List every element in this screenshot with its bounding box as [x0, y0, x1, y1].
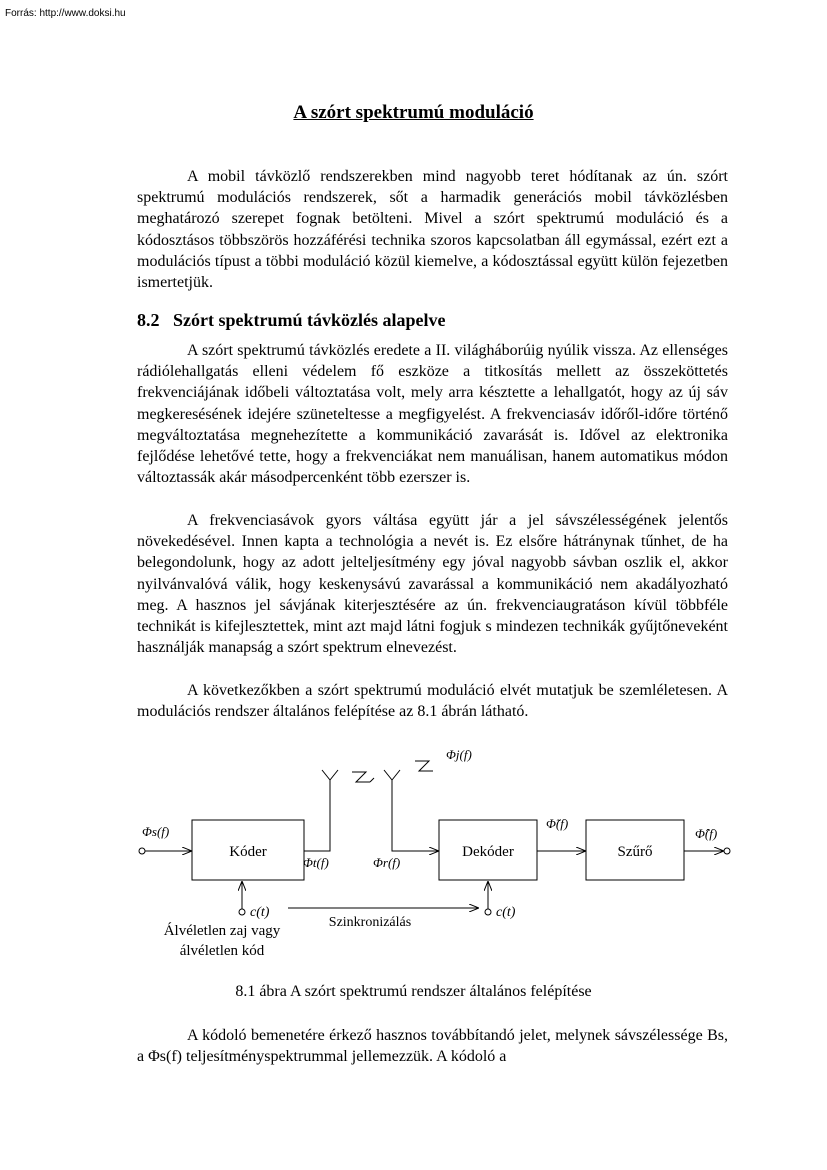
phi-tilde-label: Φ̃(f)	[546, 816, 569, 831]
phi-r-label: Φr(f)	[373, 855, 401, 870]
section-heading	[137, 310, 445, 331]
figure-caption: 8.1 ábra A szórt spektrumú rendszer általános felépítése	[235, 983, 592, 1000]
code-input-right-terminal	[485, 909, 491, 915]
code-input-left-terminal	[239, 909, 245, 915]
page-title: A szórt spektrumú moduláció	[293, 102, 534, 123]
phi-s-label: Φs(f)	[142, 824, 170, 839]
source-note: Forrás: http://www.doksi.hu	[5, 8, 126, 19]
sync-label: Szinkronizálás	[328, 915, 412, 930]
c-right-label: c(t)	[496, 905, 516, 920]
body-paragraph-1: A szórt spektrumú távközlés eredete a II. világháborúig nyúlik vissza. Az ellenséges rádiólehallgatás elleni védelem fő eszköze a titkosítás mellett az összeköttetés frekvenciájának időbeli változtatása volt, mely arra késztette a lehallgatót, hogy az új sáv megkeresésének idejére szüneteltesse a megfigyelést. A frekvenciasáv időről-időre történő megváltoztatása megnehezítette a kommunikáció zavarását is. Idővel az elektronika fejlődése lehetővé tette, hogy a frekvenciákat nem manuálisan, hanem automatikus módon változtassák akár másodpercenként több ezerszer is.	[137, 342, 728, 487]
intro-paragraph: A mobil távközlő rendszerekben mind nagyobb teret hódítanak az ún. szórt spektrumú modulációs rendszerek, sőt a harmadik generációs mobil távközlésben meghatározó szerepet fognak betölteni. Mivel a szórt spektrumú moduláció és a kódosztásos többszörös hozzáférési technika szoros kapcsolatban áll egymással, ezért ezt a modulációs típust a többi moduláció közül kiemelve, a kódosztással együtt külön fejezetben ismertetjük.	[137, 168, 728, 292]
coder-label: Kóder	[229, 844, 267, 860]
noise-label-line1: Álvéletlen zaj vagy	[163, 923, 281, 939]
system-block-diagram	[130, 740, 740, 970]
phi-t-label: Φt(f)	[303, 855, 329, 870]
jammer-icon	[415, 761, 433, 771]
input-terminal	[139, 848, 145, 854]
filter-label: Szűrő	[617, 844, 653, 860]
section-title: Szórt spektrumú távközlés alapelve	[173, 310, 446, 330]
body-paragraph-2: A frekvenciasávok gyors váltása együtt jár a jel sávszélességének jelentős növekedésével. Innen kapta a technológia a nevét is. Ez elsőre hátránynak tűnhet, de ha belegondolunk, hogy az adott jelteljesítmény egy jóval nagyobb sávban oszlik el, akkor nyilvánvalóvá válik, hogy keskenysávú zavarással a kommunikáció nem akadályozható meg. A hasznos jel sávjának kiterjesztésére az ún. frekvenciaugratáson kívül többféle technikát is kifejlesztettek, mint azt majd látni fogjuk s mindezen technikák gyűjtőneveként használják manapság a szórt spektrum elnevezést.	[137, 512, 728, 657]
bottom-paragraph: A kódoló bemenetére érkező hasznos továbbítandó jelet, melynek sávszélessége Bs, a Φs(f) teljesítményspektrummal jellemezzük. A kódoló a	[137, 1027, 728, 1066]
section-number: 8.2	[137, 310, 160, 330]
decoder-label: Dekóder	[462, 844, 514, 860]
c-left-label: c(t)	[250, 905, 270, 920]
phi-j-label: Φj(f)	[446, 747, 472, 762]
radio-link-icon	[352, 772, 370, 782]
body-paragraph-3: A következőkben a szórt spektrumú moduláció elvét mutatjuk be szemléletesen. A modulációs rendszer általános felépítése az 8.1 ábrán látható.	[137, 682, 728, 721]
output-terminal	[724, 848, 730, 854]
noise-label-line2: álvéletlen kód	[179, 943, 265, 959]
phi-hat-label: Φ̂(f)	[695, 826, 718, 841]
